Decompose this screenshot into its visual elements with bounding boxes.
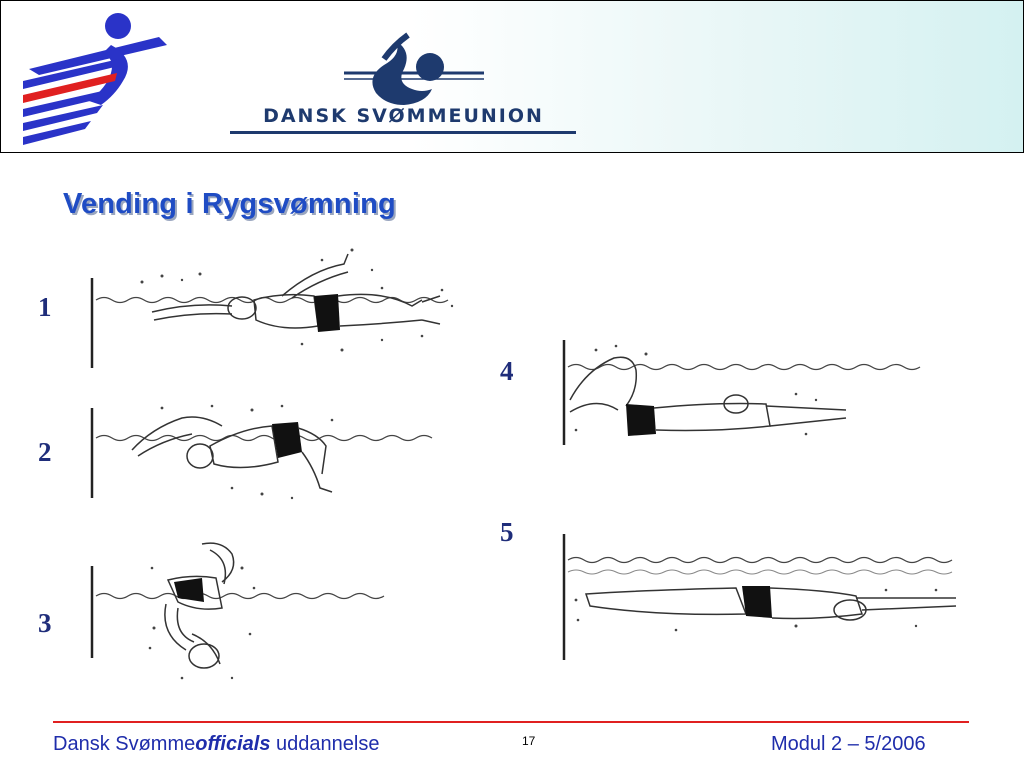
- step-number-2: 2: [38, 437, 52, 467]
- footer-divider: [53, 721, 969, 723]
- step-number-3: 3: [38, 608, 52, 638]
- backstroke-turn-illustration-3: [82, 538, 412, 688]
- footer-course-bold: officials: [195, 733, 271, 755]
- page-number: 17: [522, 734, 536, 748]
- footer-course-name: [53, 733, 379, 756]
- swimmer-logo-icon: [19, 9, 179, 151]
- backstroke-turn-illustration-4: [556, 330, 936, 455]
- page-title: Vending i Rygsvømning: [63, 188, 396, 220]
- dsu-logo: [226, 29, 581, 139]
- step-number-5: 5: [500, 517, 514, 547]
- backstroke-turn-illustration-1: [82, 240, 467, 370]
- backstroke-turn-illustration-2: [82, 398, 467, 518]
- footer-course-prefix: Dansk Svømme: [53, 733, 196, 755]
- step-number-1: 1: [38, 292, 52, 322]
- header-banner: [0, 0, 1024, 153]
- step-number-4: 4: [500, 356, 514, 386]
- dsu-swimmer-logo-icon: [226, 29, 581, 105]
- org-name: DANSK SVØMMEUNION: [263, 105, 544, 127]
- footer-module: Modul 2 – 5/2006: [771, 733, 926, 755]
- backstroke-turn-illustration-5: [556, 530, 981, 665]
- footer-course-suffix: uddannelse: [270, 733, 380, 755]
- org-name-underline: [230, 131, 576, 134]
